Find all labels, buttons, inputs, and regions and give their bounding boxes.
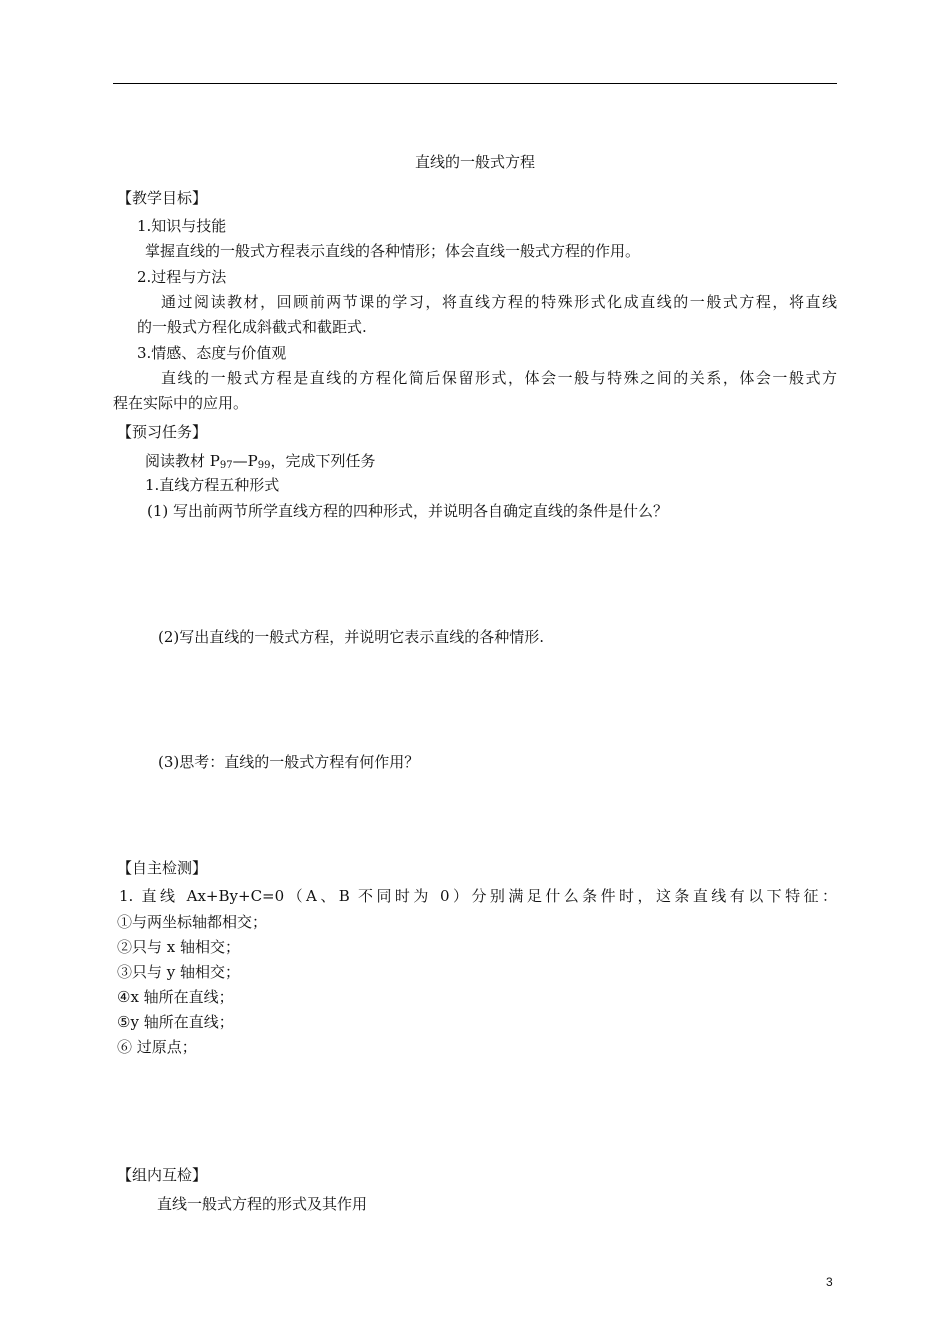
objective-3-heading: 3.情感、态度与价值观 xyxy=(137,344,287,362)
objective-1-heading: 1.知识与技能 xyxy=(137,217,227,235)
self-check-option-4: ④x 轴所在直线； xyxy=(117,988,234,1006)
section-heading-self-check: 【自主检测】 xyxy=(117,859,208,877)
document-title: 直线的一般式方程 xyxy=(414,153,535,171)
self-check-option-3: ③只与 y 轴相交； xyxy=(117,963,241,981)
self-check-question: 1. 直线 Ax+By+C=0（A、B 不同时为 0）分别满足什么条件时，这条直线有以下特征： xyxy=(119,887,837,905)
objective-1-text: 掌握直线的一般式方程表示直线的各种情形；体会直线一般式方程的作用。 xyxy=(145,242,641,260)
self-check-option-2: ②只与 x 轴相交； xyxy=(117,938,240,956)
preview-task-1: 1.直线方程五种形式 xyxy=(145,476,280,494)
self-check-option-5: ⑤y 轴所在直线； xyxy=(117,1013,234,1031)
reading-mid: —P xyxy=(232,452,258,470)
self-check-option-6: ⑥ 过原点； xyxy=(117,1038,197,1056)
group-check-text: 直线一般式方程的形式及其作用 xyxy=(157,1195,368,1213)
preview-reading-instruction xyxy=(145,451,375,476)
header-rule xyxy=(113,83,837,84)
reading-suffix: ，完成下列任务 xyxy=(270,452,376,470)
preview-question-2: (2)写出直线的一般式方程，并说明它表示直线的各种情形. xyxy=(158,628,545,646)
objective-2-heading: 2.过程与方法 xyxy=(137,268,227,286)
self-check-option-1: ①与两坐标轴都相交； xyxy=(117,913,268,931)
preview-question-1: (1) 写出前两节所学直线方程的四种形式，并说明各自确定直线的条件是什么？ xyxy=(147,502,669,520)
reading-prefix: 阅读教材 P xyxy=(145,452,220,470)
page-start-subscript: 97 xyxy=(219,460,233,471)
objective-2-line1: 通过阅读教材，回顾前两节课的学习，将直线方程的特殊形式化成直线的一般式方程，将直线 xyxy=(161,293,837,311)
page-end-subscript: 99 xyxy=(257,460,271,471)
section-heading-objectives: 【教学目标】 xyxy=(117,189,208,207)
objective-3-line2: 程在实际中的应用。 xyxy=(113,394,249,412)
section-heading-group-check: 【组内互检】 xyxy=(117,1166,208,1184)
objective-3-line1: 直线的一般式方程是直线的方程化简后保留形式，体会一般与特殊之间的关系，体会一般式方 xyxy=(161,369,837,387)
section-heading-preview: 【预习任务】 xyxy=(117,423,208,441)
objective-2-line2: 的一般式方程化成斜截式和截距式. xyxy=(137,318,367,336)
preview-question-3: (3)思考：直线的一般式方程有何作用？ xyxy=(158,753,420,771)
page-number: 3 xyxy=(826,1275,833,1289)
